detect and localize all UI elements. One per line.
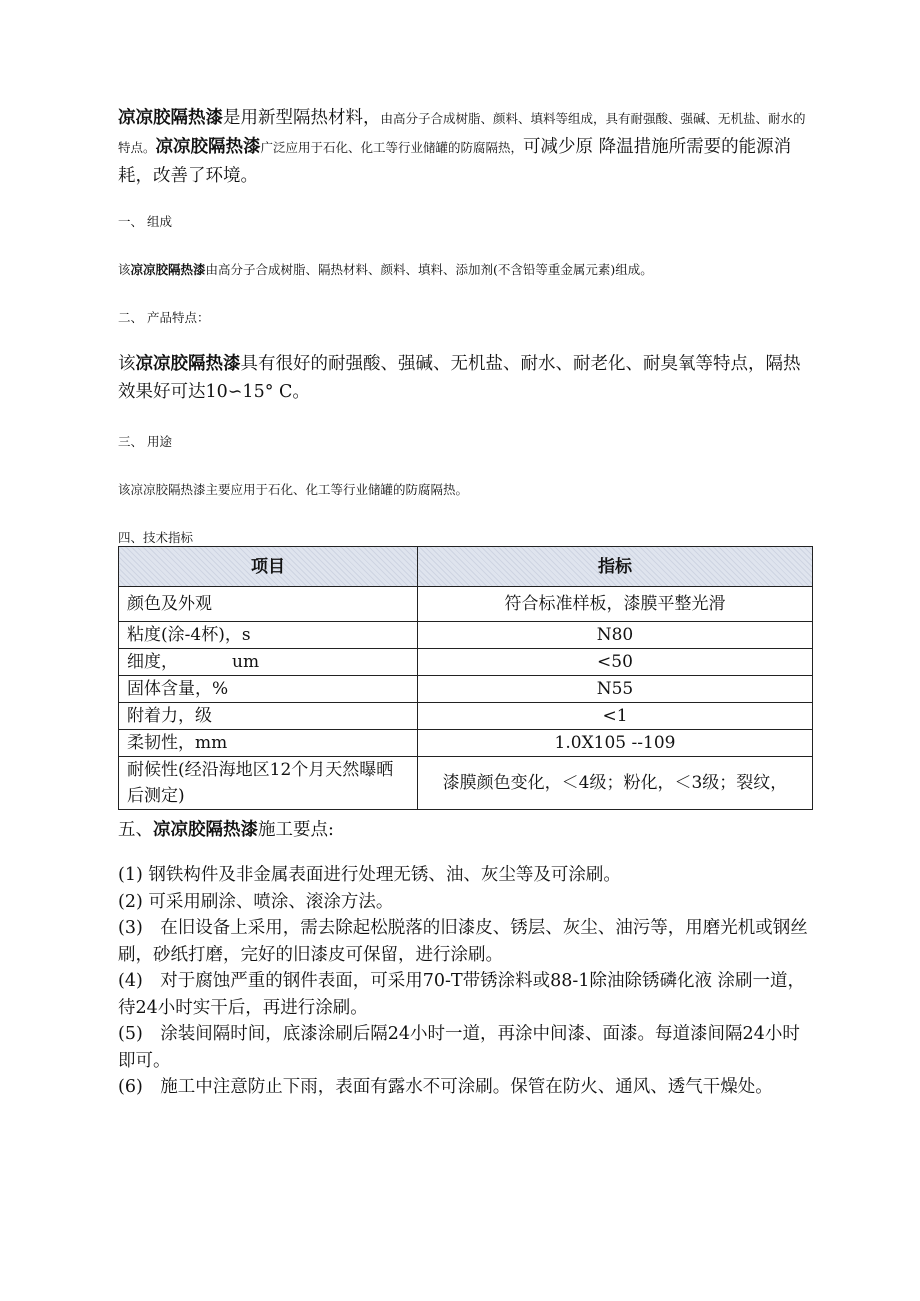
composition-text: 由高分子合成树脂、隔热材料、颜料、填料、添加剂(不含铅等重金属元素)组成。 — [205, 262, 653, 277]
list-item: (5) 涂装间隔时间，底漆涂刷后隔24小时一道，再涂中间漆、面漆。每道漆间隔24小时即可。 — [118, 1024, 800, 1071]
product-name: 凉凉胶隔热漆 — [155, 137, 261, 157]
table-row — [119, 676, 813, 703]
section-heading-usage: 三、 用途 — [118, 434, 172, 449]
table-cell-item: 粘度(涂-4杯)，s — [119, 622, 418, 649]
table-row — [119, 587, 813, 622]
construction-heading-prefix: 五、 — [118, 820, 153, 840]
features-text: 具有很好的耐强酸、强碱、无机盐、耐水、耐老化、耐臭氧等特点，隔热效果好可达10∽15° C。 — [118, 354, 801, 402]
features-text: 该 — [118, 354, 136, 374]
list-item: (4) 对于腐蚀严重的钢件表面，可采用70-T带锈涂料或88-1除油除锈磷化液 涂刷一道，待24小时实干后，再进行涂刷。 — [118, 971, 806, 1018]
list-item: (6) 施工中注意防止下雨，表面有露水不可涂刷。保管在防火、通风、透气干燥处。 — [118, 1077, 773, 1097]
product-name: 凉凉胶隔热漆 — [118, 108, 223, 128]
column-header-value: 指标 — [418, 547, 813, 587]
table-row — [119, 703, 813, 730]
section-heading-specs: 四、技术指标 — [118, 530, 194, 545]
section-heading-features: 二、 产品特点： — [118, 310, 210, 325]
list-item: (1) 钢铁构件及非金属表面进行处理无锈、油、灰尘等及可涂刷。 — [118, 865, 621, 885]
table-cell-value: <1 — [418, 703, 813, 730]
table-cell-item: 颜色及外观 — [119, 587, 418, 622]
table-cell-item: 细度， um — [119, 649, 418, 676]
table-row — [119, 622, 813, 649]
table-cell-item: 耐候性(经沿海地区12个月天然曝晒后测定) — [119, 757, 418, 810]
composition-paragraph — [118, 260, 812, 278]
column-header-item: 项目 — [119, 547, 418, 587]
construction-points — [118, 862, 812, 1101]
intro-text: 由高分子合成树脂、颜料、填料等组成，具有耐强酸、强碱、无机盐、耐水的特点。 — [118, 111, 806, 155]
table-cell-value: <50 — [418, 649, 813, 676]
table-cell-value: 漆膜颜色变化，＜4级；粉化，＜3级；裂纹， — [418, 757, 813, 810]
table-cell-value: N80 — [418, 622, 813, 649]
table-row — [119, 649, 813, 676]
usage-paragraph: 该凉凉胶隔热漆主要应用于石化、化工等行业储罐的防腐隔热。 — [118, 482, 469, 497]
construction-heading-text: 施工要点: — [258, 820, 334, 840]
table-header-row — [119, 547, 813, 587]
product-name: 凉凉胶隔热漆 — [130, 262, 206, 277]
table-cell-value: 符合标准样板，漆膜平整光滑 — [418, 587, 813, 622]
intro-text: 广泛应用于石化、化工等行业储罐的防腐隔热， — [260, 140, 524, 155]
product-name: 凉凉胶隔热漆 — [153, 820, 258, 840]
list-item: (2) 可采用刷涂、喷涂、滚涂方法。 — [118, 891, 394, 912]
intro-text: 可减少原 降温措施所需要的能源消耗，改善了环境。 — [118, 137, 792, 186]
product-name: 凉凉胶隔热漆 — [135, 354, 241, 374]
table-cell-value: 1.0X105 --109 — [418, 730, 813, 757]
section-heading-composition: 一、 组成 — [118, 214, 172, 229]
list-item: (3) 在旧设备上采用，需去除起松脱落的旧漆皮、锈层、灰尘、油污等，用磨光机或钢丝刷，砂纸打磨，完好的旧漆皮可保留，进行涂刷。 — [118, 918, 808, 965]
spec-table — [118, 546, 813, 810]
table-cell-item: 柔韧性，mm — [119, 730, 418, 757]
table-cell-item: 附着力，级 — [119, 703, 418, 730]
features-paragraph — [118, 350, 812, 406]
table-row — [119, 730, 813, 757]
intro-text: 是用新型隔热材料， — [223, 108, 381, 128]
table-cell-item: 固体含量，% — [119, 676, 418, 703]
table-cell-value: N55 — [418, 676, 813, 703]
composition-text: 该 — [118, 262, 131, 277]
section-heading-construction — [118, 816, 812, 841]
table-row — [119, 757, 813, 810]
intro-paragraph — [118, 104, 812, 190]
